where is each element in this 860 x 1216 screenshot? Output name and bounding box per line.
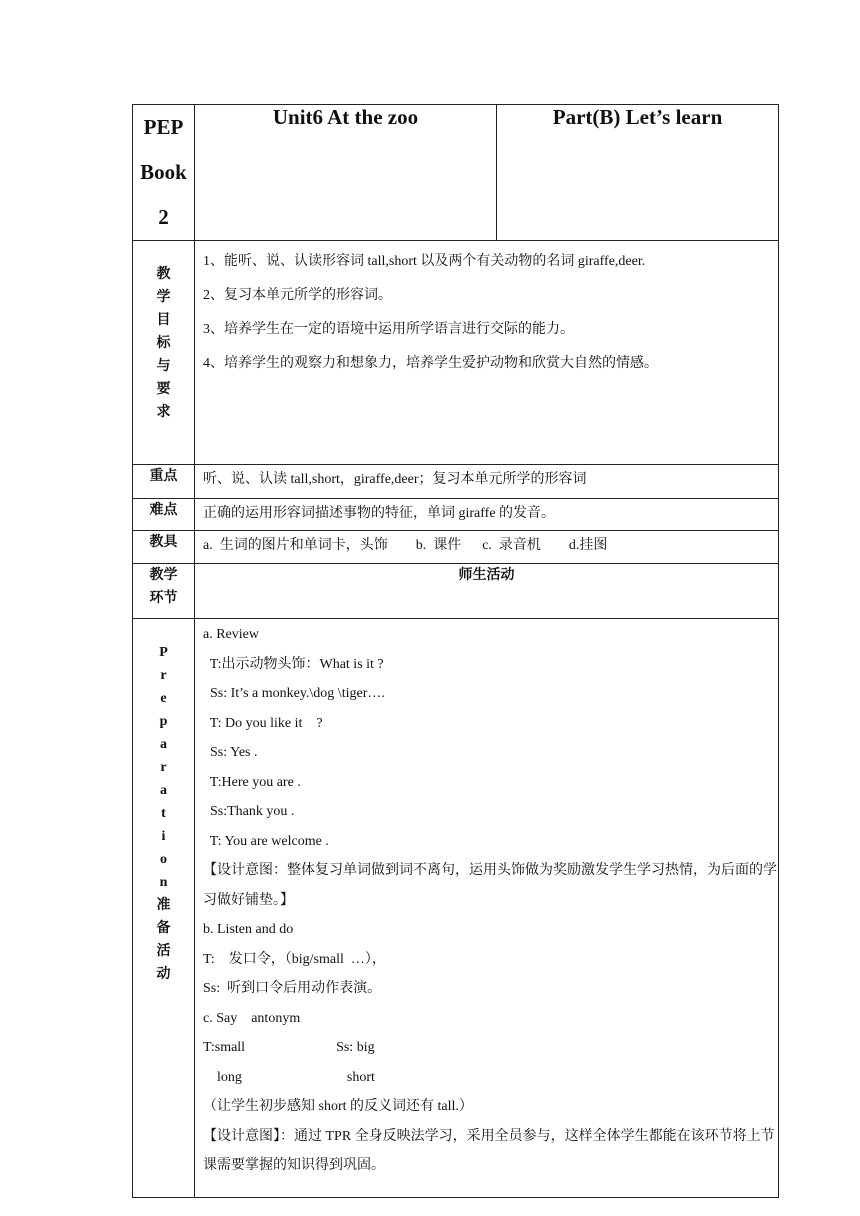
vertical-label-char: a (160, 783, 167, 798)
vertical-label-char: 求 (156, 405, 171, 420)
vertical-label-char: r (160, 668, 167, 683)
objectives-label (133, 241, 195, 465)
preparation-line: T: You are welcome . (203, 833, 329, 849)
teaching-aids-line: a. 生词的图片和单词卡，头饰 b. 课件 c. 录音机 d.挂图 (203, 538, 608, 553)
objective-item: 2、复习本单元所学的形容词。 (203, 288, 392, 303)
steps-label-line1: 教学 (149, 568, 178, 583)
steps-label-line2: 环节 (149, 591, 178, 606)
objective-item: 1、能听、说、认读形容词 tall,short 以及两个有关动物的名词 giraffe,deer. (203, 254, 646, 269)
preparation-row (133, 619, 779, 1198)
key-points-row (133, 465, 779, 499)
preparation-line: a. Review (203, 627, 259, 642)
key-points-label: 重点 (133, 465, 195, 499)
vertical-label-char: t (161, 806, 166, 821)
unit-title: Unit6 At the zoo (195, 105, 497, 241)
preparation-line: T: Do you like it ? (203, 715, 323, 731)
preparation-line: T:small Ss: big (203, 1040, 375, 1055)
vertical-label-char: 准 (156, 898, 171, 913)
lesson-plan-table (132, 104, 779, 1198)
vertical-label-char: 学 (156, 290, 171, 305)
vertical-label-char: 目 (156, 313, 171, 328)
vertical-label-char: n (159, 875, 168, 890)
preparation-line: b. Listen and do (203, 922, 294, 937)
steps-header-row (133, 564, 779, 619)
activity-title: 师生活动 (195, 564, 779, 619)
teaching-aids-text (195, 531, 779, 564)
preparation-line: 【设计意图：整体复习单词做到词不离句，运用头饰做为奖励激发学生学习热情，为后面的学习做好铺垫。】 (203, 863, 777, 908)
difficulties-row (133, 499, 779, 531)
vertical-label-char: r (160, 760, 167, 775)
objective-item: 4、培养学生的观察力和想象力，培养学生爱护动物和欣赏大自然的情感。 (203, 356, 658, 371)
book-line2: Book 2 (140, 160, 187, 229)
vertical-label-char: o (160, 852, 167, 867)
header-row (133, 105, 779, 241)
steps-label (133, 564, 195, 619)
vertical-label-char: e (160, 691, 167, 706)
preparation-line: 【设计意图】：通过 TPR 全身反映法学习，采用全员参与，这样全体学生都能在该环节将上节课需要掌握的知识得到巩固。 (203, 1128, 775, 1173)
vertical-label-char: 备 (156, 921, 171, 936)
vertical-label-char: 与 (156, 359, 171, 374)
objectives-content (195, 241, 779, 465)
part-title: Part(B) Let’s learn (497, 105, 779, 241)
teaching-aids-row (133, 531, 779, 564)
preparation-label (133, 619, 195, 1198)
book-line1: PEP (143, 115, 184, 139)
preparation-line: T:Here you are . (203, 774, 301, 790)
objectives-row (133, 241, 779, 465)
vertical-label-char: 要 (156, 382, 171, 397)
preparation-line: T:出示动物头饰：What is it ? (203, 656, 384, 672)
preparation-line: T: 发口令，（big/small …）， (203, 951, 386, 967)
preparation-line: Ss: 听到口令后用动作表演。 (203, 981, 382, 996)
preparation-line: long short (203, 1069, 375, 1085)
vertical-label-char: P (159, 645, 168, 660)
preparation-line: Ss:Thank you . (203, 804, 295, 819)
vertical-label-char: 标 (156, 336, 171, 351)
difficulties-text: 正确的运用形容词描述事物的特征，单词 giraffe 的发音。 (195, 499, 779, 531)
key-points-text: 听、说、认读 tall,short，giraffe,deer；复习本单元所学的形容词 (195, 465, 779, 499)
preparation-line: Ss: Yes . (203, 745, 258, 760)
vertical-label-char: 活 (156, 944, 171, 959)
vertical-label-char: i (161, 829, 166, 844)
vertical-label-char: a (160, 737, 167, 752)
vertical-label-char: 动 (156, 967, 171, 982)
preparation-line: （让学生初步感知 short 的反义词还有 tall.） (203, 1099, 473, 1114)
preparation-line: Ss: It’s a monkey.\dog \tiger…. (203, 686, 385, 701)
book-cell (133, 105, 195, 241)
preparation-line: c. Say antonym (203, 1010, 301, 1026)
vertical-label-char: p (159, 714, 168, 729)
objective-item: 3、培养学生在一定的语境中运用所学语言进行交际的能力。 (203, 322, 574, 337)
teaching-aids-label: 教具 (133, 531, 195, 564)
vertical-label-char: 教 (156, 267, 171, 282)
preparation-content (195, 619, 779, 1198)
difficulties-label: 难点 (133, 499, 195, 531)
